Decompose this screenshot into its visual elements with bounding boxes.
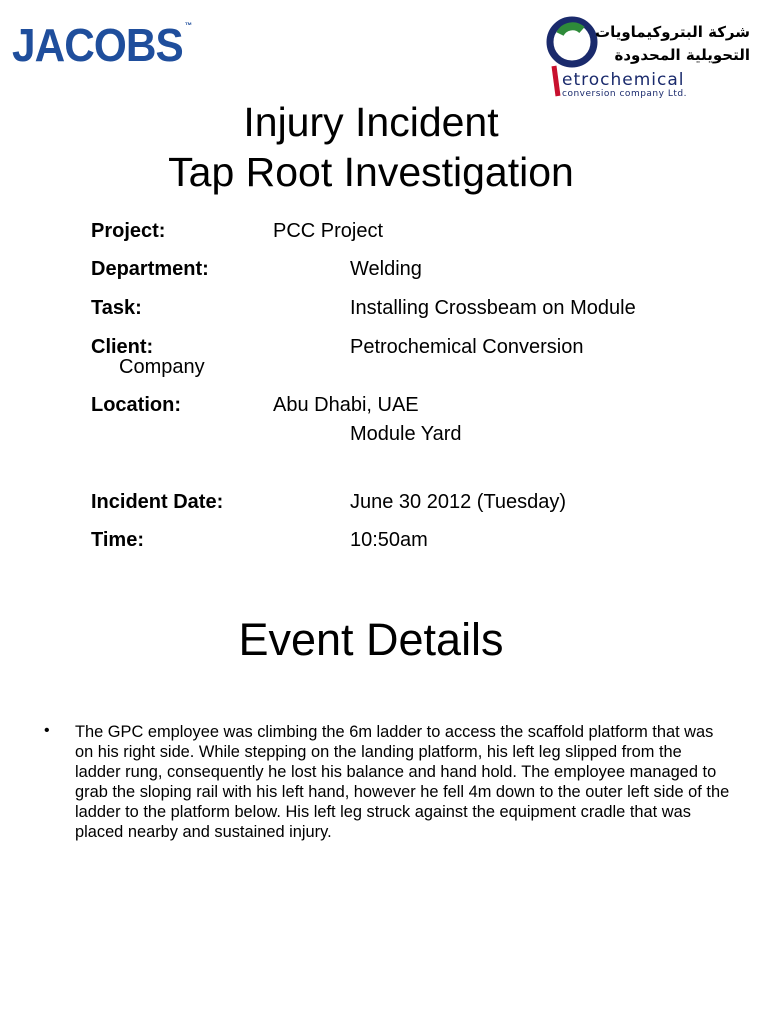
client-label: Client:	[91, 336, 154, 358]
jacobs-logo-text: JACOBS	[12, 19, 183, 71]
event-description: The GPC employee was climbing the 6m ladder to access the scaffold platform that was on his right side. While stepping on the landing platform, his left leg slipped from the ladder rung, consequently he lost his balance and hand hold. The employee managed to grab the sloping rail with his left hand, however he fell 4m down to the outer left side of the ladder to the platform below. His left leg struck against the equipment cradle that was placed nearby and sustained injury.	[75, 723, 730, 841]
project-label: Project:	[91, 220, 166, 242]
bullet-marker: •	[44, 722, 50, 739]
location-label: Location:	[91, 394, 181, 416]
pcc-english-line1: etrochemical	[562, 70, 685, 90]
project-value: PCC Project	[273, 220, 384, 242]
department-value: Welding	[350, 258, 422, 280]
incident-date-label: Incident Date:	[91, 491, 224, 513]
title-line2: Tap Root Investigation	[168, 149, 574, 195]
jacobs-logo	[12, 19, 193, 71]
title-line1: Injury Incident	[243, 99, 499, 145]
pcc-arabic-line1: شركة البتروكيماويات	[595, 23, 750, 41]
pcc-english-line2: conversion company Ltd.	[562, 89, 687, 99]
task-label: Task:	[91, 297, 142, 319]
client-value-line2: Company	[119, 356, 205, 378]
client-value-line1: Petrochemical Conversion	[350, 336, 584, 358]
time-label: Time:	[91, 529, 144, 551]
pcc-logo	[540, 10, 755, 100]
department-label: Department:	[91, 258, 209, 280]
pcc-logo-red-stem	[554, 66, 558, 96]
pcc-arabic-line2: التحويلية المحدودة	[614, 46, 750, 64]
event-details-heading: Event Details	[238, 614, 504, 665]
pcc-logo-green-arc	[560, 26, 582, 34]
task-value: Installing Crossbeam on Module	[350, 297, 636, 319]
jacobs-trademark: ™	[184, 21, 193, 30]
location-value-line1: Abu Dhabi, UAE	[273, 394, 419, 416]
location-value-line2: Module Yard	[350, 423, 462, 445]
incident-date-value: June 30 2012 (Tuesday)	[350, 491, 567, 513]
time-value: 10:50am	[350, 529, 428, 551]
